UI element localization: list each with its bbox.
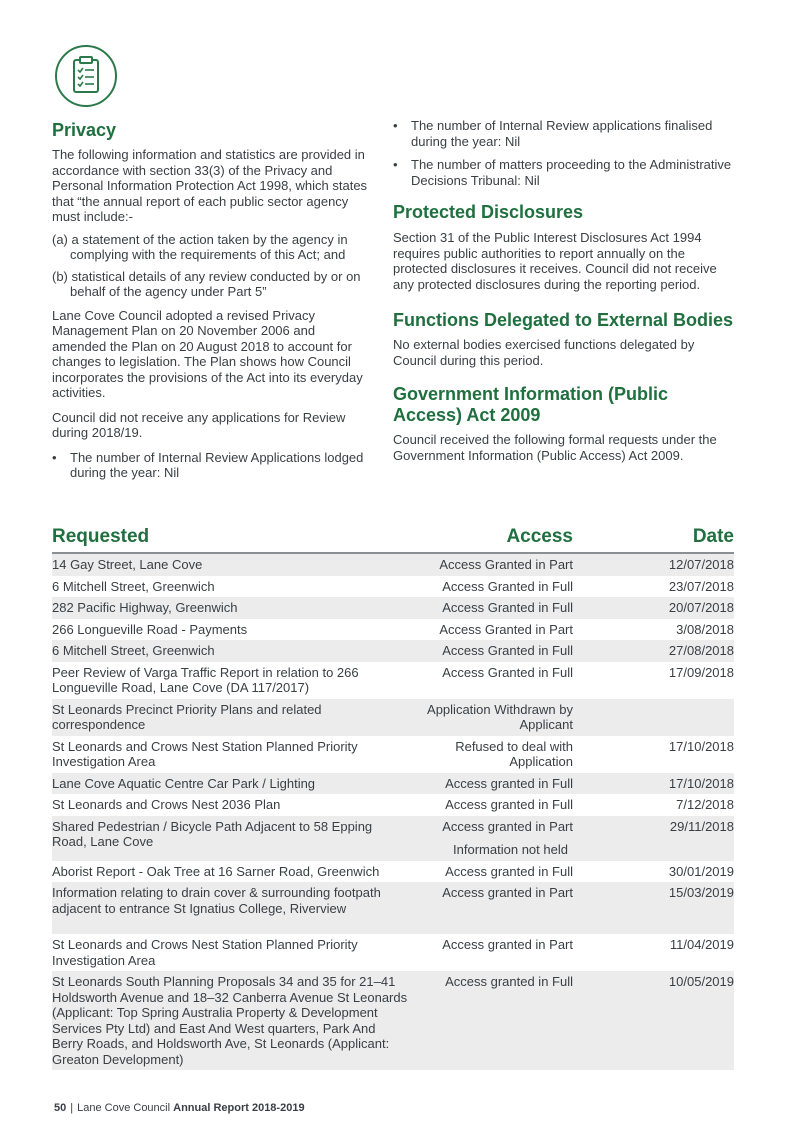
table-row: Aborist Report - Oak Tree at 16 Sarner Road, Greenwich Access granted in Full 30/01/2019 <box>52 863 734 879</box>
table-row: Lane Cove Aquatic Centre Car Park / Lighting Access granted in Full 17/10/2018 <box>52 773 734 795</box>
header-access: Access <box>408 526 573 553</box>
header-date: Date <box>573 526 734 553</box>
table-row: St Leonards and Crows Nest Station Planned Priority Investigation Area Refused to deal with Application 17/10/2018 <box>52 738 734 769</box>
functions-delegated-text: No external bodies exercised functions delegated by Council during this period. <box>393 337 695 368</box>
table-row: St Leonards and Crows Nest 2036 Plan Access granted in Full 7/12/2018 <box>52 797 734 812</box>
header-requested: Requested <box>52 526 408 553</box>
gipa-requests-table <box>52 526 734 1070</box>
table-row: St Leonards and Crows Nest Station Planned Priority Investigation Area Access granted in Part 11/04/2019 <box>52 937 734 968</box>
footer-report-title: Annual Report 2018-2019 <box>173 1102 305 1114</box>
table-header-row <box>52 526 734 553</box>
privacy-item-b: (b) statistical details of any review conducted by or on behalf of the agency under Part 5” <box>52 268 361 299</box>
privacy-plan: Lane Cove Council adopted a revised Privacy Management Plan on 20 November 2006 and amended the Plan on 20 August 2018 to account for changes to legislation. The Plan shows how Council incorporates the provisions of the Act into its everyday activities. <box>52 307 363 400</box>
page-number: 50 <box>54 1102 67 1114</box>
list-item: • The number of Internal Review Applications lodged during the year: Nil <box>52 449 364 480</box>
table-row: Peer Review of Varga Traffic Report in relation to 266 Longueville Road, Lane Cove (DA 117/2017) Access Granted in Full 17/09/2018 <box>52 664 734 695</box>
table-row: 6 Mitchell Street, Greenwich Access Granted in Full 23/07/2018 <box>52 578 734 594</box>
table-row: 282 Pacific Highway, Greenwich Access Granted in Full 20/07/2018 <box>52 597 734 619</box>
privacy-item-a: (a) a statement of the action taken by the agency in complying with the requirements of this Act; and <box>52 231 348 262</box>
clipboard-checklist-icon <box>54 44 118 108</box>
left-column <box>52 120 372 489</box>
privacy-heading: Privacy <box>52 120 117 140</box>
table-row: 266 Longueville Road - Payments Access Granted in Part 3/08/2018 <box>52 621 734 637</box>
gipa-text: Council received the following formal requests under the Government Information (Public Access) Act 2009. <box>393 432 717 463</box>
page-footer: 50 | Lane Cove Council Annual Report 2018-2019 <box>54 1102 305 1114</box>
protected-disclosures-heading: Protected Disclosures <box>393 202 584 222</box>
functions-delegated-heading: Functions Delegated to External Bodies <box>393 310 734 330</box>
table-row: St Leonards Precinct Priority Plans and related correspondence Application Withdrawn by Applicant <box>52 699 734 736</box>
table-row: 6 Mitchell Street, Greenwich Access Granted in Full 27/08/2018 <box>52 640 734 662</box>
privacy-review: Council did not receive any applications for Review during 2018/19. <box>52 409 346 440</box>
gipa-heading: Government Information (Public Access) Act 2009 <box>393 384 669 425</box>
table-row: Shared Pedestrian / Bicycle Path Adjacent to 58 Epping Road, Lane Cove Access granted in Part Information not held 29/11/2018 <box>52 816 734 861</box>
table-row: Information relating to drain cover & surrounding footpath adjacent to entrance St Ignatius College, Riverview Access granted in Part 15/03/2019 <box>52 882 734 934</box>
list-item: • The number of matters proceeding to the Administrative Decisions Tribunal: Nil <box>393 157 732 188</box>
protected-disclosures-text: Section 31 of the Public Interest Disclosures Act 1994 requires public authorities to report annually on the protected disclosures it receives. Council did not receive any protected disclosures during the reporting period. <box>393 230 717 292</box>
table-row: St Leonards South Planning Proposals 34 and 35 for 21–41 Holdsworth Avenue and 18–32 Canberra Avenue St Leonards (Applicant: Top Spring Australia Property & Development Services Pty Ltd) and East And West quarters, Park And Berry Roads, and Holdsworth Ave, St Leonards (Applicant: Greaton Development) Access granted in Full 10/05/2019 <box>52 971 734 1070</box>
list-item: • The number of Internal Review applications finalised during the year: Nil <box>393 118 713 149</box>
right-column <box>393 118 738 469</box>
table-row: 14 Gay Street, Lane Cove Access Granted in Part 12/07/2018 <box>52 553 734 576</box>
privacy-intro: The following information and statistics are provided in accordance with section 33(3) of the Privacy and Personal Information Protection Act 1998, which states that “the annual report of each public sector agency must include:- <box>52 147 368 224</box>
footer-council: Lane Cove Council <box>77 1102 171 1114</box>
